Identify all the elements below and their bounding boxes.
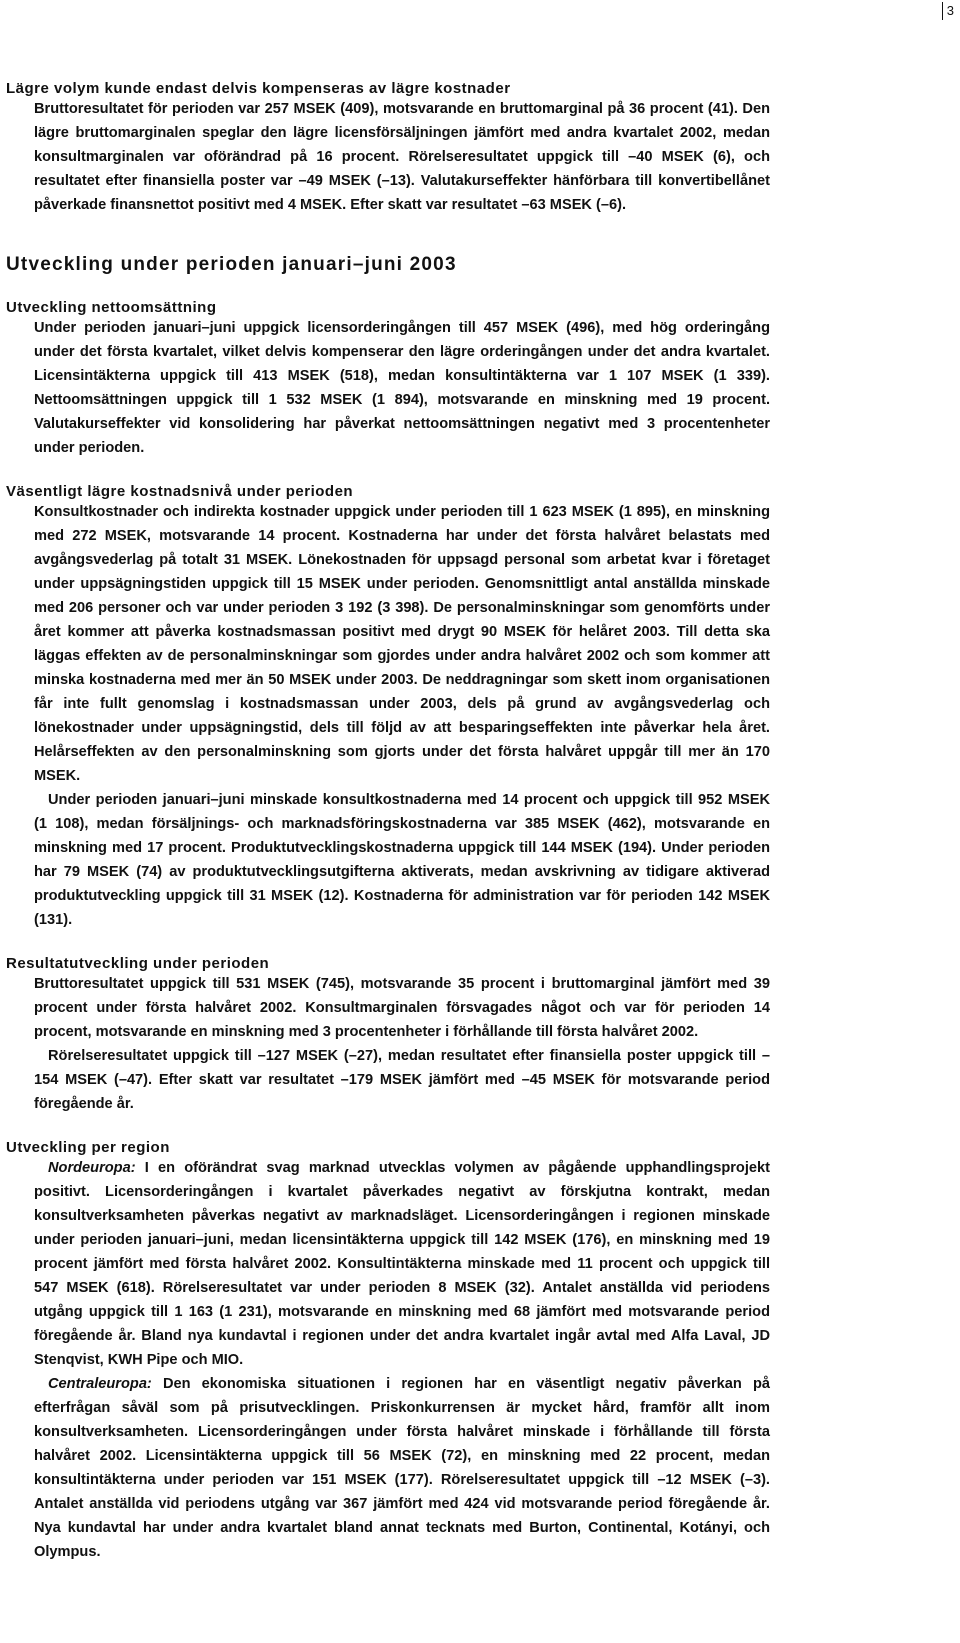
intro-heading: Lägre volym kunde endast delvis kompenseras av lägre kostnader	[6, 80, 511, 97]
nordic-text: I en oförändrat svag marknad utvecklas volymen av pågående upphandlingsprojekt positivt. Licensorderingången i kvartalet påverkades negativt av förskjutna kontrakt, medan konsultverksamheten påverkas negativt av marknadsläget. Licensorderingången i regionen minskade under perioden januari–juni, medan licensintäkterna uppgick till 142 MSEK (176), en minskning med 19 procent jämfört med första halvåret 2002. Konsultintäkterna minskade med 11 procent och uppgick till 547 MSEK (618). Rörelseresultatet var under perioden 8 MSEK (32). Antalet anställda vid periodens utgång uppgick till 1 163 (1 231), motsvarande en minskning med 68 jämfört med motsvarande period föregående år. Bland nya kundavtal i regionen under det andra kvartalet ingår avtal med Alfa Laval, JD Stenqvist, KWH Pipe och MIO.	[34, 1160, 770, 1368]
intro-paragraph: Bruttoresultatet för perioden var 257 MSEK (409), motsvarande en bruttomarginal på 36 procent (41). Den lägre bruttomarginalen speglar den lägre licensförsäljningen jämfört med andra kvartalet 2002, medan konsultmarginalen var oförändrad på 16 procent. Rörelseresultatet uppgick till –40 MSEK (6), och resultatet efter finansiella poster var –49 MSEK (–13). Valutakurseffekter hänförbara till konvertibellånet påverkade finansnettot positivt med 4 MSEK. Efter skatt var resultatet –63 MSEK (–6).	[34, 101, 770, 213]
net-sales-section	[6, 299, 770, 460]
central-text: Den ekonomiska situationen i regionen har en väsentligt negativ påverkan på efterfrågan såväl som på prisutvecklingen. Priskonkurrensen är mycket hård, framför allt inom konsultverksamheten. Licensorderingången under första halvåret minskade i förhållande till första halvåret 2002. Licensintäkterna uppgick till 56 MSEK (72), en minskning med 22 procent, medan konsultintäkterna under perioden var 151 MSEK (177). Rörelseresultatet uppgick till –12 MSEK (–3). Antalet anställda vid periodens utgång var 367 jämfört med 424 vid motsvarande period föregående år. Nya kundavtal har under andra kvartalet bland annat tecknats med Burton, Continental, Kotányi, och Olympus.	[34, 1376, 770, 1560]
costs-section	[6, 483, 770, 932]
costs-heading: Väsentligt lägre kostnadsnivå under perioden	[6, 483, 354, 500]
page-number: 3	[942, 2, 954, 20]
intro-section	[6, 80, 770, 217]
costs-paragraph-2: Under perioden januari–juni minskade konsultkostnaderna med 14 procent och uppgick till 952 MSEK (1 108), medan försäljnings- och marknadsföringskostnaderna var 385 MSEK (462), motsvarande en minskning med 17 procent. Produktutvecklingskostnaderna uppgick till 144 MSEK (194). Under perioden har 79 MSEK (74) av produktutvecklingsutgifterna aktiverats, medan avskrivning av tidigare aktiverad produktutveckling uppgick till 31 MSEK (12). Kostnaderna för administration var för perioden 142 MSEK (131).	[34, 792, 770, 928]
net-sales-heading: Utveckling nettoomsättning	[6, 299, 217, 316]
results-paragraph-1: Bruttoresultatet uppgick till 531 MSEK (745), motsvarande 35 procent i bruttomarginal jämfört med 39 procent under första halvåret 2002. Konsultmarginalen försvagades något och var för perioden 14 procent, motsvarande en minskning med 3 procentenheter i förhållande till första halvåret 2002.	[34, 976, 770, 1040]
central-label: Centraleuropa:	[48, 1376, 152, 1392]
net-sales-paragraph: Under perioden januari–juni uppgick licensorderingången till 457 MSEK (496), med hög orderingång under det första kvartalet, vilket delvis kompenserar den lägre orderingången under det andra kvartalet. Licensintäkterna uppgick till 413 MSEK (518), medan konsultintäkterna var 1 107 MSEK (1 339). Nettoomsättningen uppgick till 1 532 MSEK (1 894), motsvarande en minskning med 19 procent. Valutakurseffekter vid konsolidering har påverkat nettoomsättningen negativt med 3 procentenheter under perioden.	[34, 320, 770, 456]
nordic-label: Nordeuropa:	[48, 1160, 136, 1176]
central-paragraph	[6, 1372, 770, 1564]
document-body	[6, 80, 770, 1564]
results-paragraph-2: Rörelseresultatet uppgick till –127 MSEK (–27), medan resultatet efter finansiella poster uppgick till –154 MSEK (–47). Efter skatt var resultatet –179 MSEK jämfört med –45 MSEK för motsvarande period föregående år.	[34, 1048, 770, 1112]
regions-section	[6, 1139, 770, 1564]
nordic-paragraph	[6, 1156, 770, 1372]
regions-heading: Utveckling per region	[6, 1139, 170, 1156]
results-section	[6, 955, 770, 1116]
results-heading: Resultatutveckling under perioden	[6, 955, 270, 972]
main-heading: Utveckling under perioden januari–juni 2003	[6, 254, 457, 275]
costs-paragraph-1: Konsultkostnader och indirekta kostnader uppgick under perioden till 1 623 MSEK (1 895), en minskning med 272 MSEK, motsvarande 14 procent. Kostnaderna har under det första halvåret belastats med avgångsvederlag på totalt 31 MSEK. Lönekostnaden för uppsagd personal som arbetat kvar i företaget under uppsägningstiden uppgick till 15 MSEK under perioden. Genomsnittligt antal anställda minskade med 206 personer och var under perioden 3 192 (3 398). De personalminskningar som genomförts under året kommer att påverka kostnadsmassan positivt med drygt 90 MSEK för helåret 2003. Till detta ska läggas effekten av de personalminskningar som gjordes under andra halvåret 2002 och som kommer att minska kostnaderna med mer än 50 MSEK under 2003. De neddragningar som skett inom organisationen får inte fullt genomslag i kostnadsmassan under 2003, dels på grund av avgångsvederlag och lönekostnader under uppsägningstid, dels till följd av att besparingseffekten inte påverkar hela året. Helårseffekten av den personalminskning som gjorts under det första halvåret uppgår till mer än 170 MSEK.	[34, 504, 770, 784]
